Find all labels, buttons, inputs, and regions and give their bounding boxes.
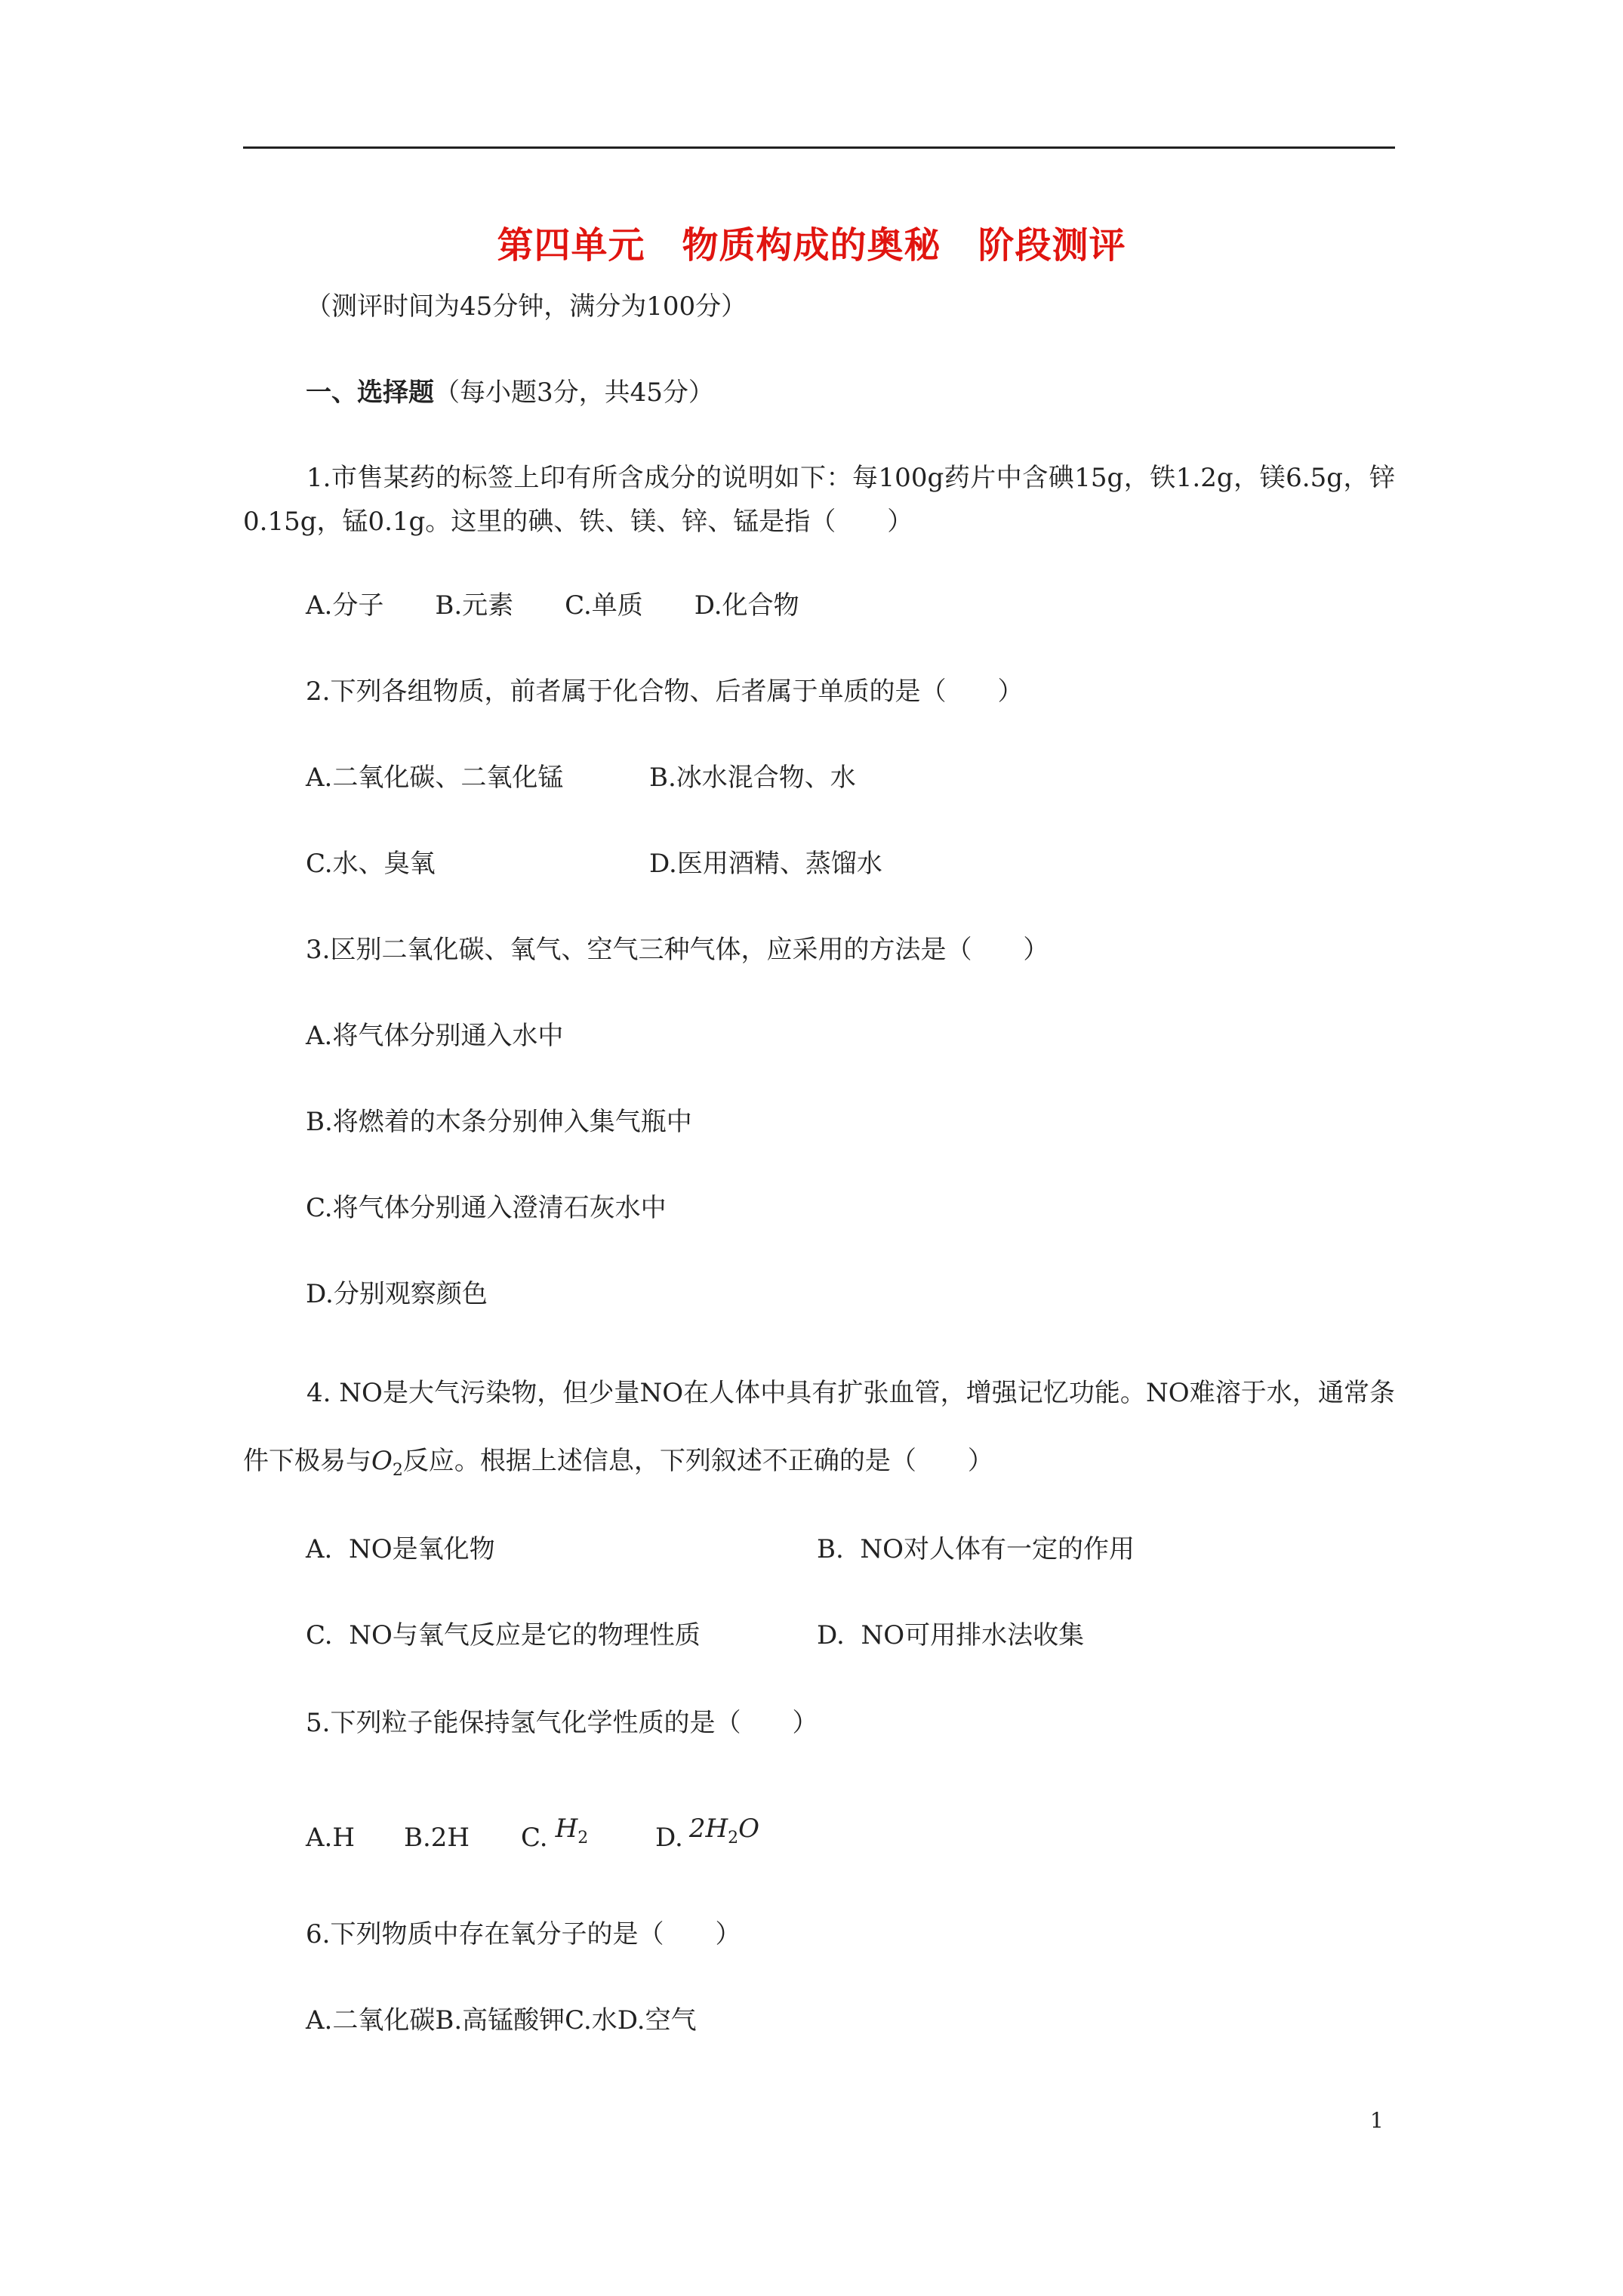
question-1-options: A.分子 B.元素 C.单质 D.化合物 (306, 590, 799, 621)
question-5-option-c (521, 1814, 589, 1863)
h2-symbol: H (555, 1814, 578, 1844)
question-2-option-c: C.水、臭氧 (306, 849, 436, 879)
section-note: （每小题3分，共45分） (434, 378, 714, 408)
section-title: 一、选择题 (306, 378, 434, 408)
2h2o-part1: 2H (688, 1814, 728, 1844)
o2-formula-subscript: 2 (392, 1460, 403, 1480)
page-title: 第四单元 物质构成的奥秘 阶段测评 (497, 224, 1126, 267)
question-4-option-d: D. NO可用排水法收集 (817, 1620, 1085, 1650)
question-4-option-c: C. NO与氧气反应是它的物理性质 (306, 1620, 701, 1650)
question-4-stem-part1: 4. NO是大气污染物，但少量NO在人体中具有扩张血管，增强记忆功能。NO难溶于水，通常条件下极易与 (243, 1378, 1395, 1476)
2h2o-formula (688, 1814, 760, 1848)
question-5-option-a: A.H (306, 1823, 356, 1853)
question-2-option-b: B.冰水混合物、水 (649, 763, 856, 793)
o2-formula-symbol: O (371, 1446, 393, 1476)
question-5-stem: 5.下列粒子能保持氢气化学性质的是（ ） (306, 1708, 818, 1738)
question-3-option-d: D.分别观察颜色 (306, 1279, 488, 1309)
question-4-option-a: A. NO是氧化物 (306, 1534, 495, 1564)
question-2-option-a: A.二氧化碳、二氧化锰 (306, 763, 564, 793)
question-4-stem-part2: 反应。根据上述信息，下列叙述不正确的是（ ） (402, 1446, 993, 1476)
question-3-option-c: C.将气体分别通入澄清石灰水中 (306, 1193, 667, 1223)
question-2-option-d: D.医用酒精、蒸馏水 (649, 849, 882, 879)
question-4-option-b: B. NO对人体有一定的作用 (817, 1534, 1135, 1564)
question-3-option-b: B.将燃着的木条分别伸入集气瓶中 (306, 1107, 692, 1137)
question-6-options: A.二氧化碳B.高锰酸钾C.水D.空气 (306, 2005, 697, 2036)
option-d-label: D. (655, 1823, 683, 1853)
section-heading (306, 378, 714, 408)
test-info: （测评时间为45分钟，满分为100分） (306, 291, 747, 322)
question-6-stem: 6.下列物质中存在氧分子的是（ ） (306, 1919, 741, 1949)
option-c-label: C. (521, 1823, 548, 1853)
question-1-stem: 1.市售某药的标签上印有所含成分的说明如下：每100g药片中含碘15g，铁1.2g，镁6.5g，锌0.15g，锰0.1g。这里的碘、铁、镁、锌、锰是指（ ） (243, 463, 1395, 537)
question-3-stem: 3.区别二氧化碳、氧气、空气三种气体，应采用的方法是（ ） (306, 935, 1049, 965)
h2-subscript: 2 (577, 1828, 589, 1848)
o2-formula (371, 1446, 403, 1480)
question-5-option-d (655, 1814, 760, 1863)
question-3-option-a: A.将气体分别通入水中 (306, 1021, 564, 1051)
question-2-stem: 2.下列各组物质，前者属于化合物、后者属于单质的是（ ） (306, 676, 1024, 707)
header-rule (243, 146, 1395, 149)
2h2o-subscript: 2 (728, 1828, 739, 1848)
h2-formula (555, 1814, 589, 1848)
question-5-option-b: B.2H (404, 1823, 470, 1853)
question-4-stem (243, 1359, 1395, 1505)
page-number: 1 (1370, 2108, 1384, 2133)
2h2o-part2: O (738, 1814, 760, 1844)
